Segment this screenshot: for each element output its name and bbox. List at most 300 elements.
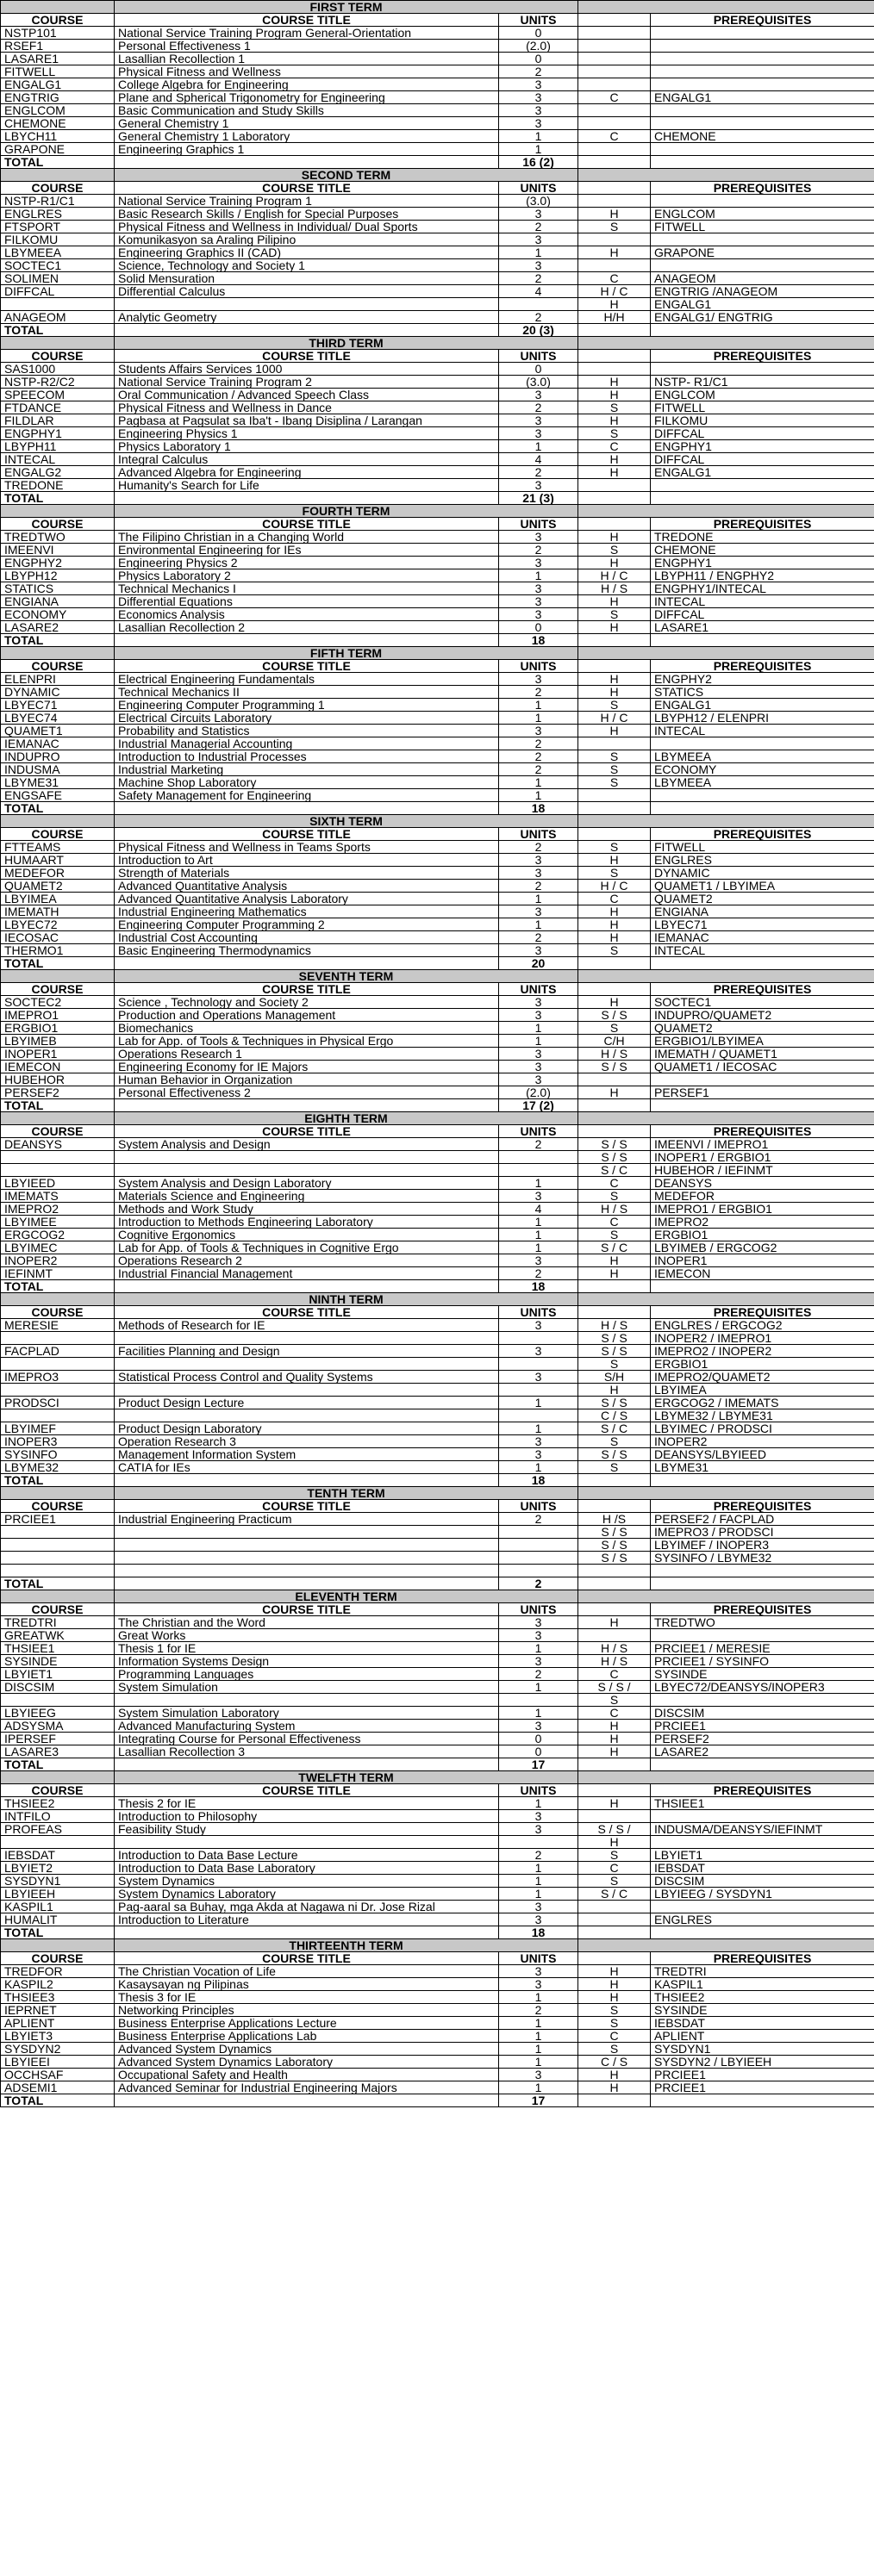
course-code: LBYEC72	[1, 918, 115, 931]
course-prerequisites: INDUSMA/DEANSYS/IEFINMT	[651, 1823, 874, 1836]
course-prerequisites: THSIEE1	[651, 1797, 874, 1810]
course-prerequisites: NSTP- R1/C1	[651, 376, 874, 389]
prereq-type: H / S	[578, 582, 651, 595]
course-code: QUAMET2	[1, 880, 115, 893]
course-title: Introduction to Art	[115, 854, 499, 867]
course-code: GRAPONE	[1, 143, 115, 156]
course-prerequisites: LBYMEEA	[651, 776, 874, 789]
course-row	[1, 763, 874, 776]
prereq-type: H	[578, 1254, 651, 1267]
course-title: Advanced System Dynamics Laboratory	[115, 2056, 499, 2069]
course-row	[1, 867, 874, 880]
course-code	[1, 1552, 115, 1565]
course-code: NSTP-R2/C2	[1, 376, 115, 389]
prereq-type: H / C	[578, 712, 651, 725]
header-units: UNITS	[499, 1603, 578, 1616]
course-title: Science , Technology and Society 2	[115, 996, 499, 1009]
total-spacer	[578, 802, 651, 815]
course-row	[1, 91, 874, 104]
term-title: EIGHTH TERM	[115, 1112, 578, 1125]
prereq-type: S / S	[578, 1151, 651, 1164]
term-title: FIRST TERM	[115, 1, 578, 14]
course-title: Engineering Computer Programming 2	[115, 918, 499, 931]
course-title: Environmental Engineering for IEs	[115, 544, 499, 557]
course-units: 1	[499, 1797, 578, 1810]
course-title	[115, 1409, 499, 1422]
course-prerequisites: LASARE2	[651, 1745, 874, 1758]
course-code: ERGCOG2	[1, 1229, 115, 1241]
prereq-type: S / C	[578, 1422, 651, 1435]
prereq-type: S / S	[578, 1009, 651, 1022]
course-title: Physics Laboratory 1	[115, 440, 499, 453]
course-row	[1, 1073, 874, 1086]
course-code: HUMALIT	[1, 1913, 115, 1926]
course-units: 3	[499, 1009, 578, 1022]
total-spacer	[578, 1280, 651, 1293]
course-row	[1, 1513, 874, 1526]
course-title: Electrical Engineering Fundamentals	[115, 673, 499, 686]
header-course: COURSE	[1, 983, 115, 996]
course-prerequisites: DEANSYS/LBYIEED	[651, 1448, 874, 1461]
course-row	[1, 854, 874, 867]
prereq-type: H / S	[578, 1048, 651, 1061]
course-title: Programming Languages	[115, 1668, 499, 1681]
course-units: 2	[499, 841, 578, 854]
course-code: IEBSDAT	[1, 1849, 115, 1862]
course-units: 3	[499, 1435, 578, 1448]
term-title-spacer	[578, 1939, 874, 1952]
course-prerequisites: LBYEC72/DEANSYS/INOPER3	[651, 1681, 874, 1694]
course-units: 3	[499, 91, 578, 104]
course-code: ENGSAFE	[1, 789, 115, 802]
course-prerequisites: PRCIEE1	[651, 1720, 874, 1733]
course-code: LBYMEEA	[1, 246, 115, 259]
course-units: 1	[499, 1022, 578, 1035]
course-code: IEFINMT	[1, 1267, 115, 1280]
header-type	[578, 828, 651, 841]
course-row	[1, 1849, 874, 1862]
course-code: ADSEMI1	[1, 2081, 115, 2094]
course-title	[115, 298, 499, 311]
course-prerequisites: QUAMET2	[651, 1022, 874, 1035]
course-code: IMEPRO1	[1, 1009, 115, 1022]
prereq-type: S / S	[578, 1526, 651, 1539]
course-code: ECONOMY	[1, 608, 115, 621]
course-title: Lab for App. of Tools & Techniques in Physical Ergo	[115, 1035, 499, 1048]
course-code: MEDEFOR	[1, 867, 115, 880]
course-row	[1, 686, 874, 699]
course-units	[499, 1332, 578, 1345]
prereq-type: H	[578, 686, 651, 699]
course-title: Oral Communication / Advanced Speech Class	[115, 389, 499, 401]
term-title-row	[1, 970, 874, 983]
course-prerequisites	[651, 40, 874, 53]
term-title-spacer	[578, 1112, 874, 1125]
course-row	[1, 259, 874, 272]
total-label: TOTAL	[1, 1099, 115, 1112]
course-code: MERESIE	[1, 1319, 115, 1332]
course-prerequisites: ENGLRES / ERGCOG2	[651, 1319, 874, 1332]
total-spacer	[115, 802, 499, 815]
prereq-type: C	[578, 2030, 651, 2043]
prereq-type: H	[578, 996, 651, 1009]
course-prerequisites: IEMANAC	[651, 931, 874, 944]
course-row	[1, 1241, 874, 1254]
course-title: Business Enterprise Applications Lab	[115, 2030, 499, 2043]
total-spacer	[651, 1758, 874, 1771]
header-type	[578, 182, 651, 195]
course-title: Advanced Algebra for Engineering	[115, 466, 499, 479]
course-units: 1	[499, 569, 578, 582]
course-code: HUBEHOR	[1, 1073, 115, 1086]
course-prerequisites: IMEPRO1 / ERGBIO1	[651, 1203, 874, 1216]
course-title: Pag-aaral sa Buhay, mga Akda at Nagawa ni Dr. Jose Rizal	[115, 1901, 499, 1913]
course-units: 2	[499, 686, 578, 699]
term-title-spacer	[1, 1293, 115, 1306]
prereq-type: S / S /	[578, 1823, 651, 1836]
course-code: LBYIET2	[1, 1862, 115, 1875]
course-units: 0	[499, 1745, 578, 1758]
course-prerequisites: LBYIEEG / SYSDYN1	[651, 1888, 874, 1901]
course-units: 2	[499, 750, 578, 763]
course-row	[1, 363, 874, 376]
course-row	[1, 2043, 874, 2056]
prereq-type: H	[578, 931, 651, 944]
course-title: Advanced Quantitative Analysis	[115, 880, 499, 893]
course-row	[1, 1991, 874, 2004]
course-title: Integrating Course for Personal Effectiveness	[115, 1733, 499, 1745]
prereq-type: H	[578, 725, 651, 737]
course-units: 1	[499, 1177, 578, 1190]
course-row	[1, 1461, 874, 1474]
course-title	[115, 1539, 499, 1552]
curriculum-body	[1, 1, 874, 2107]
prereq-type: S	[578, 544, 651, 557]
total-label: TOTAL	[1, 1280, 115, 1293]
course-title: Industrial Cost Accounting	[115, 931, 499, 944]
course-title	[115, 1384, 499, 1397]
course-code: KASPIL1	[1, 1901, 115, 1913]
course-units: 3	[499, 1345, 578, 1358]
total-spacer	[651, 802, 874, 815]
course-title: Differential Calculus	[115, 285, 499, 298]
course-row	[1, 1138, 874, 1151]
course-code: IMEPRO2	[1, 1203, 115, 1216]
course-row	[1, 699, 874, 712]
column-header-row	[1, 14, 874, 27]
header-course: COURSE	[1, 1952, 115, 1965]
course-prerequisites: QUAMET2	[651, 893, 874, 905]
course-row	[1, 1267, 874, 1280]
course-units: 1	[499, 2081, 578, 2094]
total-spacer	[578, 324, 651, 337]
course-prerequisites: INOPER2	[651, 1435, 874, 1448]
prereq-type: H	[578, 557, 651, 569]
course-row	[1, 2004, 874, 2017]
header-units: UNITS	[499, 828, 578, 841]
course-prerequisites	[651, 1901, 874, 1913]
course-row	[1, 1642, 874, 1655]
course-units: 1	[499, 1397, 578, 1409]
course-row	[1, 117, 874, 130]
course-code: THERMO1	[1, 944, 115, 957]
course-units: 3	[499, 905, 578, 918]
prereq-type: H	[578, 1836, 651, 1849]
course-row	[1, 1048, 874, 1061]
course-units: (2.0)	[499, 40, 578, 53]
prereq-type	[578, 1901, 651, 1913]
course-title: Business Enterprise Applications Lecture	[115, 2017, 499, 2030]
prereq-type: H	[578, 466, 651, 479]
course-code: IMEENVI	[1, 544, 115, 557]
course-title: Physics Laboratory 2	[115, 569, 499, 582]
course-title: Lab for App. of Tools & Techniques in Cognitive Ergo	[115, 1241, 499, 1254]
course-units: 3	[499, 1616, 578, 1629]
prereq-type	[578, 104, 651, 117]
course-title: Thesis 2 for IE	[115, 1797, 499, 1810]
course-units: 1	[499, 1241, 578, 1254]
course-units: 3	[499, 595, 578, 608]
course-title: Occupational Safety and Health	[115, 2069, 499, 2081]
course-prerequisites	[651, 737, 874, 750]
total-label: TOTAL	[1, 1577, 115, 1590]
total-units: 18	[499, 1474, 578, 1487]
term-title-spacer	[1, 1590, 115, 1603]
total-spacer	[115, 1758, 499, 1771]
prereq-type: C	[578, 1862, 651, 1875]
prereq-type: H / C	[578, 880, 651, 893]
course-code: PRODSCI	[1, 1397, 115, 1409]
course-title	[115, 1836, 499, 1849]
term-title-spacer	[578, 1, 874, 14]
course-units: 3	[499, 557, 578, 569]
course-prerequisites: SYSINDE	[651, 1668, 874, 1681]
prereq-type: S	[578, 1461, 651, 1474]
course-units: 0	[499, 27, 578, 40]
course-title: Introduction to Industrial Processes	[115, 750, 499, 763]
course-code	[1, 1836, 115, 1849]
course-title: Methods and Work Study	[115, 1203, 499, 1216]
course-prerequisites: LBYME32 / LBYME31	[651, 1409, 874, 1422]
term-title-row	[1, 647, 874, 660]
course-title: System Analysis and Design Laboratory	[115, 1177, 499, 1190]
course-prerequisites: PRCIEE1 / MERESIE	[651, 1642, 874, 1655]
header-course: COURSE	[1, 1500, 115, 1513]
course-prerequisites: INTECAL	[651, 595, 874, 608]
prereq-type: S	[578, 944, 651, 957]
course-row	[1, 53, 874, 65]
course-code	[1, 1151, 115, 1164]
prereq-type: S	[578, 2004, 651, 2017]
course-units: 2	[499, 931, 578, 944]
course-prerequisites: LASARE1	[651, 621, 874, 634]
course-title: Differential Equations	[115, 595, 499, 608]
course-title: Personal Effectiveness 2	[115, 1086, 499, 1099]
course-units: 2	[499, 311, 578, 324]
course-title: Industrial Marketing	[115, 763, 499, 776]
header-units: UNITS	[499, 1784, 578, 1797]
course-units: 1	[499, 2017, 578, 2030]
header-course-title: COURSE TITLE	[115, 182, 499, 195]
header-course: COURSE	[1, 828, 115, 841]
course-row	[1, 1332, 874, 1345]
course-code: DISCSIM	[1, 1681, 115, 1694]
course-title: Analytic Geometry	[115, 311, 499, 324]
course-code	[1, 1409, 115, 1422]
course-title: Management Information System	[115, 1448, 499, 1461]
course-row	[1, 104, 874, 117]
course-units: 3	[499, 2069, 578, 2081]
course-row	[1, 931, 874, 944]
course-prerequisites: QUAMET1 / LBYIMEA	[651, 880, 874, 893]
term-title-spacer	[1, 970, 115, 983]
course-prerequisites: TREDTWO	[651, 1616, 874, 1629]
course-prerequisites	[651, 259, 874, 272]
term-title-spacer	[1, 169, 115, 182]
course-row	[1, 608, 874, 621]
course-row	[1, 1164, 874, 1177]
course-title: Introduction to Methods Engineering Laboratory	[115, 1216, 499, 1229]
course-code: SPEECOM	[1, 389, 115, 401]
prereq-type: S / C	[578, 1888, 651, 1901]
course-prerequisites	[651, 1629, 874, 1642]
total-spacer	[578, 1758, 651, 1771]
prereq-type: H /S	[578, 1513, 651, 1526]
prereq-type: S	[578, 699, 651, 712]
course-units: 0	[499, 363, 578, 376]
course-row	[1, 880, 874, 893]
total-row	[1, 1577, 874, 1590]
course-units: 1	[499, 1216, 578, 1229]
term-title-row	[1, 1, 874, 14]
course-prerequisites: FITWELL	[651, 401, 874, 414]
total-spacer	[115, 1474, 499, 1487]
course-row	[1, 246, 874, 259]
total-spacer	[115, 324, 499, 337]
prereq-type: S	[578, 1694, 651, 1707]
total-units: 18	[499, 802, 578, 815]
prereq-type: H	[578, 621, 651, 634]
header-units: UNITS	[499, 1125, 578, 1138]
course-units: 3	[499, 389, 578, 401]
course-prerequisites: PERSEF2	[651, 1733, 874, 1745]
total-spacer	[115, 156, 499, 169]
course-prerequisites	[651, 1073, 874, 1086]
course-prerequisites: IEBSDAT	[651, 2017, 874, 2030]
course-title: Probability and Statistics	[115, 725, 499, 737]
course-units: 1	[499, 246, 578, 259]
course-units	[499, 1552, 578, 1565]
course-units: 1	[499, 1862, 578, 1875]
course-code: NSTP101	[1, 27, 115, 40]
course-title: The Christian and the Word	[115, 1616, 499, 1629]
course-title: The Christian Vocation of Life	[115, 1965, 499, 1978]
prereq-type: S	[578, 776, 651, 789]
header-units: UNITS	[499, 983, 578, 996]
course-title: Product Design Laboratory	[115, 1422, 499, 1435]
course-units: 4	[499, 285, 578, 298]
course-units	[499, 1384, 578, 1397]
total-row	[1, 324, 874, 337]
course-units: 1	[499, 143, 578, 156]
course-title	[115, 1151, 499, 1164]
prereq-type: C	[578, 91, 651, 104]
course-title: Methods of Research for IE	[115, 1319, 499, 1332]
course-title: Great Works	[115, 1629, 499, 1642]
course-units: 2	[499, 880, 578, 893]
course-units: 3	[499, 1720, 578, 1733]
course-row	[1, 2017, 874, 2030]
course-code: LBYIEED	[1, 1177, 115, 1190]
total-label: TOTAL	[1, 2094, 115, 2107]
total-spacer	[115, 2094, 499, 2107]
course-prerequisites: ENGLRES	[651, 1913, 874, 1926]
course-prerequisites: ERGBIO1	[651, 1358, 874, 1371]
course-title: Materials Science and Engineering	[115, 1190, 499, 1203]
header-type	[578, 1125, 651, 1138]
course-row	[1, 918, 874, 931]
column-header-row	[1, 182, 874, 195]
course-code: IEMANAC	[1, 737, 115, 750]
total-row	[1, 634, 874, 647]
course-units: (2.0)	[499, 1086, 578, 1099]
course-row	[1, 737, 874, 750]
term-title: NINTH TERM	[115, 1293, 578, 1306]
course-units: 1	[499, 440, 578, 453]
course-code: SYSDYN1	[1, 1875, 115, 1888]
course-row	[1, 2069, 874, 2081]
course-title: Introduction to Data Base Laboratory	[115, 1862, 499, 1875]
course-title: System Analysis and Design	[115, 1138, 499, 1151]
course-prerequisites: LBYME31	[651, 1461, 874, 1474]
course-title: System Dynamics	[115, 1875, 499, 1888]
course-units: 1	[499, 893, 578, 905]
course-code: NSTP-R1/C1	[1, 195, 115, 208]
course-prerequisites: FILKOMU	[651, 414, 874, 427]
course-units: 1	[499, 1642, 578, 1655]
course-prerequisites: TREDONE	[651, 531, 874, 544]
header-units: UNITS	[499, 182, 578, 195]
course-units: 3	[499, 1254, 578, 1267]
course-units: 3	[499, 1629, 578, 1642]
prereq-type	[578, 789, 651, 802]
course-title: Engineering Economy for IE Majors	[115, 1061, 499, 1073]
course-units: 1	[499, 1422, 578, 1435]
header-course: COURSE	[1, 1603, 115, 1616]
course-prerequisites	[651, 65, 874, 78]
course-prerequisites: IMEPRO3 / PRODSCI	[651, 1526, 874, 1539]
course-code: IEMECON	[1, 1061, 115, 1073]
course-prerequisites	[651, 78, 874, 91]
course-code: TREDONE	[1, 479, 115, 492]
total-spacer	[651, 492, 874, 505]
course-prerequisites: ENGLRES	[651, 854, 874, 867]
course-code: LBYEC74	[1, 712, 115, 725]
prereq-type: S / S	[578, 1397, 651, 1409]
prereq-type	[578, 117, 651, 130]
course-prerequisites: IEMECON	[651, 1267, 874, 1280]
term-title-row	[1, 1590, 874, 1603]
course-title: Plane and Spherical Trigonometry for Engineering	[115, 91, 499, 104]
course-prerequisites	[651, 789, 874, 802]
total-label: TOTAL	[1, 156, 115, 169]
prereq-type: S	[578, 841, 651, 854]
course-row	[1, 1358, 874, 1371]
header-course: COURSE	[1, 350, 115, 363]
course-code: THSIEE1	[1, 1642, 115, 1655]
total-spacer	[115, 1099, 499, 1112]
course-prerequisites: ENGPHY1	[651, 557, 874, 569]
